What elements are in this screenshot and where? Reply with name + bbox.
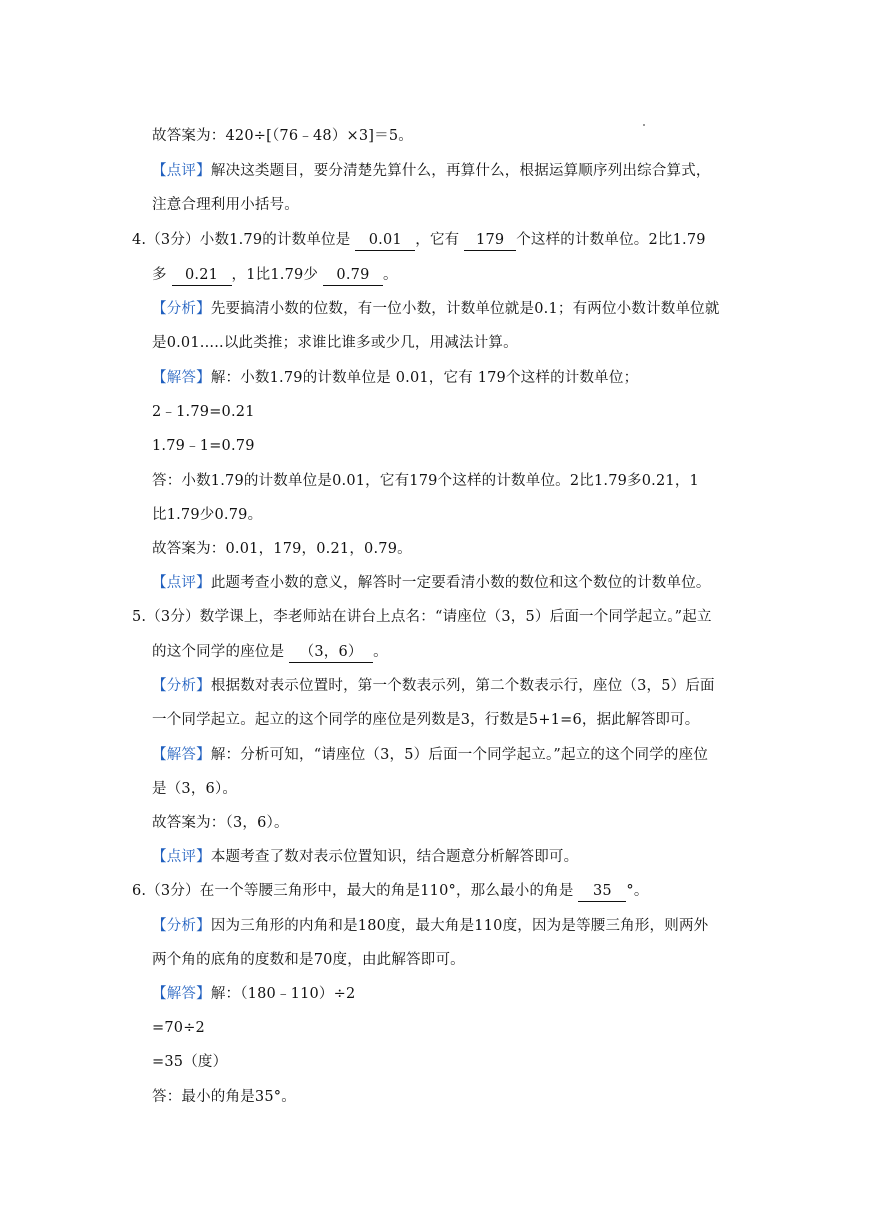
analysis-tag: 【分析】 [152, 918, 211, 934]
q5-text: 的这个同学的座位是 [152, 644, 285, 660]
analysis-q5 [152, 676, 715, 696]
q5-text: 。 [373, 644, 388, 660]
review-text: 解决这类题目，要分清楚先算什么，再算什么，根据运算顺序列出综合算式， [210, 163, 711, 179]
review-q4 [152, 573, 711, 593]
solution-q6 [152, 984, 355, 1004]
analysis-q6-cont: 两个角的底角的度数和是70度，由此解答即可。 [152, 952, 465, 968]
solution-q5-final: 故答案为：（3，6）。 [152, 815, 289, 831]
solution-q4-final: 故答案为：0.01，179，0.21，0.79。 [152, 541, 412, 557]
solution-q6-step1: =70÷2 [152, 1020, 205, 1036]
q4-answer-blank: 0.79 [323, 265, 383, 286]
review-tag: 【点评】 [152, 575, 211, 591]
solution-q4 [152, 368, 638, 388]
solution-tag: 【解答】 [152, 370, 211, 386]
solution-q4-step2: 1.79﹣1=0.79 [152, 438, 255, 454]
stray-dot [643, 124, 645, 126]
solution-tag: 【解答】 [152, 986, 211, 1002]
analysis-text: 因为三角形的内角和是180度，最大角是110度，因为是等腰三角形，则两外 [210, 918, 709, 934]
answer-line-q3: 故答案为：420÷[（76﹣48）×3]＝5。 [152, 128, 413, 144]
solution-q5 [152, 745, 708, 765]
analysis-tag: 【分析】 [152, 678, 211, 694]
q4-text: ，1比1.79少 [231, 267, 319, 283]
q4-text: 多 [152, 267, 167, 283]
question-4-line1 [132, 230, 706, 251]
question-4-line2 [152, 265, 398, 286]
review-q5 [152, 847, 578, 867]
solution-text: 解：（180﹣110）÷2 [210, 986, 356, 1002]
q4-text: 个这样的计数单位。2比1.79 [516, 232, 706, 248]
q4-answer-blank: 0.01 [355, 230, 415, 251]
review-q3 [152, 161, 711, 181]
q4-text: ，它有 [415, 232, 460, 248]
solution-text: 解：小数1.79的计数单位是 0.01，它有 179个这样的计数单位； [210, 370, 639, 386]
question-5-line1: 5.（3分）数学课上，李老师站在讲台上点名：“请座位（3，5）后面一个同学起立。”起立 [132, 609, 712, 625]
analysis-q4-cont: 是0.01.....以此类推；求谁比谁多或少几，用减法计算。 [152, 335, 518, 351]
analysis-text: 先要搞清小数的位数，有一位小数，计数单位就是0.1；有两位小数计数单位就 [210, 301, 720, 317]
solution-q4-answer-cont: 比1.79少0.79。 [152, 507, 263, 523]
q6-text: °。 [626, 883, 649, 899]
review-q3-cont: 注意合理利用小括号。 [152, 197, 299, 213]
analysis-tag: 【分析】 [152, 301, 211, 317]
q6-text: 6.（3分）在一个等腰三角形中，最大的角是110°，那么最小的角是 [132, 883, 574, 899]
question-5-line2 [152, 642, 388, 663]
solution-text: 解：分析可知，“请座位（3，5）后面一个同学起立。”起立的这个同学的座位 [210, 747, 709, 763]
q6-answer-blank: 35 [578, 881, 626, 902]
q4-answer-blank: 0.21 [172, 265, 232, 286]
analysis-q5-cont: 一个同学起立。起立的这个同学的座位是列数是3，行数是5+1=6，据此解答即可。 [152, 712, 700, 728]
q4-answer-blank: 179 [464, 230, 516, 251]
analysis-text: 根据数对表示位置时，第一个数表示列，第二个数表示行，座位（3，5）后面 [210, 678, 715, 694]
q4-text: 4.（3分）小数1.79的计数单位是 [132, 232, 351, 248]
solution-tag: 【解答】 [152, 747, 211, 763]
review-text: 此题考查小数的意义，解答时一定要看清小数的数位和这个数位的计数单位。 [210, 575, 711, 591]
analysis-q6 [152, 916, 708, 936]
review-tag: 【点评】 [152, 849, 211, 865]
solution-q5-cont: 是（3，6）。 [152, 781, 238, 797]
review-text: 本题考查了数对表示位置知识，结合题意分析解答即可。 [210, 849, 579, 865]
solution-q6-answer: 答：最小的角是35°。 [152, 1089, 296, 1105]
solution-q6-step2: =35（度） [152, 1054, 228, 1070]
question-6 [132, 881, 649, 902]
analysis-q4 [152, 299, 720, 319]
solution-q4-step1: 2﹣1.79=0.21 [152, 404, 255, 420]
solution-q4-answer: 答：小数1.79的计数单位是0.01，它有179个这样的计数单位。2比1.79多0.21，1 [152, 473, 699, 489]
q4-text: 。 [382, 267, 398, 283]
q5-answer-blank: （3，6） [289, 642, 373, 663]
review-tag: 【点评】 [152, 163, 211, 179]
